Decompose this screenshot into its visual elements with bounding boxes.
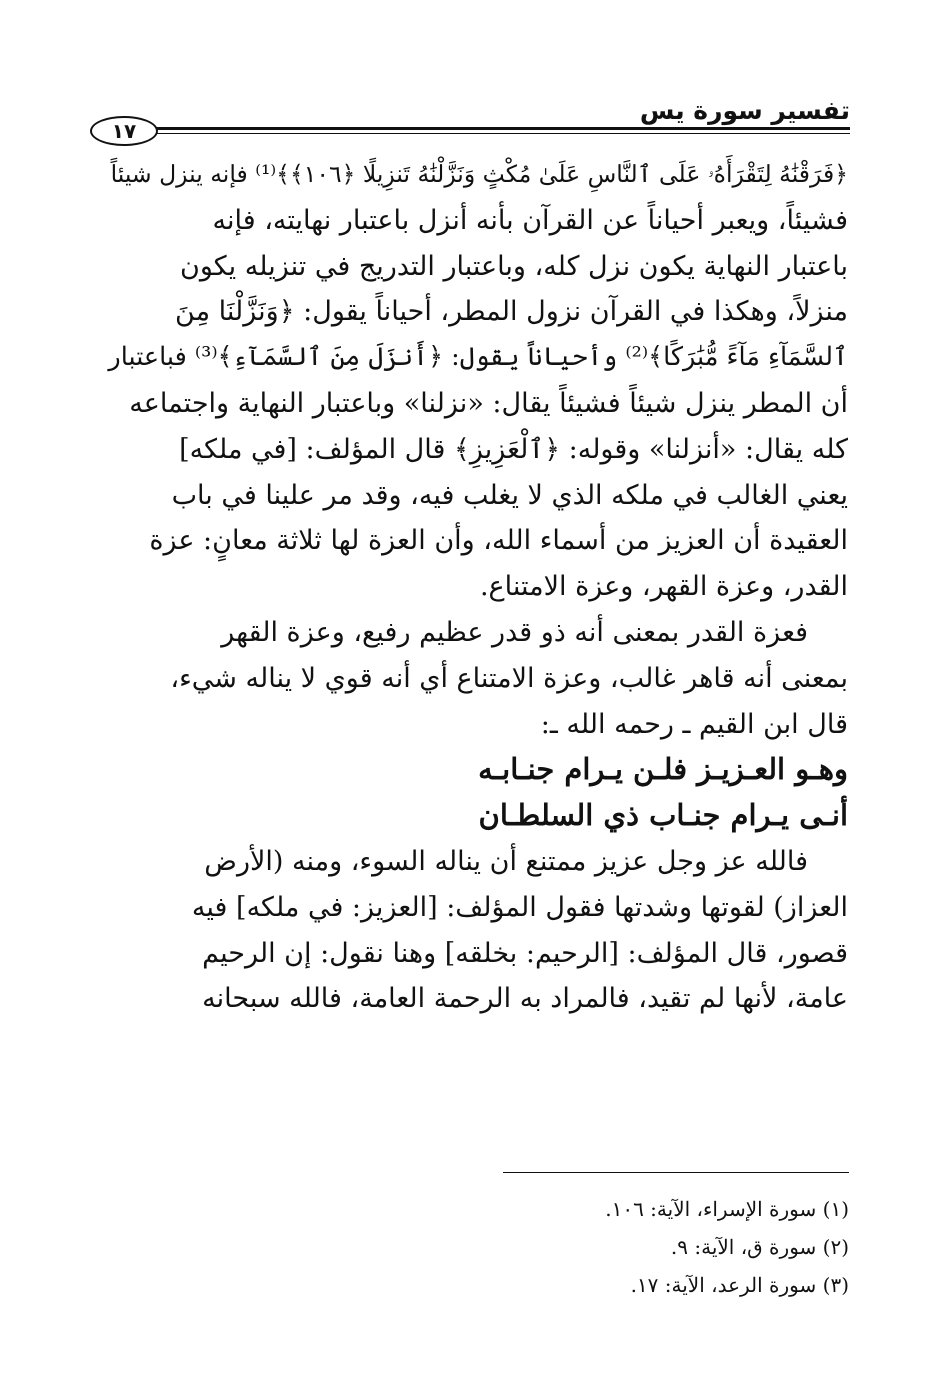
header-rule-thin [136,133,850,134]
text-line: فعزة القدر بمعنى أنه ذو قدر عظيم رفيع، وعزة القهر [221,616,808,648]
text-line: فالله عز وجل عزيز ممتنع أن يناله السوء، ومنه (الأرض [204,845,808,877]
text-line: أن المطر ينزل شيئاً فشيئاً يقال: «نزلنا» وباعتبار النهاية واجتماعه [129,387,848,419]
text-line: يعني الغالب في ملكه الذي لا يغلب فيه، وقد مر علينا في باب [171,479,848,511]
footnote-separator [503,1172,849,1173]
header-rule [136,127,850,130]
text-line: قصور، قال المؤلف: [الرحيم: بخلقه] وهنا نقول: إن الرحيم [202,937,848,969]
text-line: القدر، وعزة القهر، وعزة الامتناع. [479,571,848,603]
text-line: بمعنى أنه قاهر غالب، وعزة الامتناع أي أنه قوي لا يناله شيء، [170,662,848,694]
page-header [98,96,850,148]
text-line: ٱلسَّمَآءِ مَآءً مُّبَٰرَكًا﴾⁽²⁾ وأحياناً يقول: ﴿أَنزَلَ مِنَ ٱلسَّمَآءِ﴾⁽³⁾ فباعتبار [108,342,848,373]
text-line: العقيدة أن العزيز من أسماء الله، وأن العزة لها ثلاثة معانٍ: عزة [149,525,848,557]
footnote: (١) سورة الإسراء، الآية: ١٠٦. [605,1197,849,1221]
footnote: (٢) سورة ق، الآية: ٩. [670,1235,849,1259]
page-number: ١٧ [90,116,158,146]
poetry-verse-first: وهـو العـزيـز فلـن يـرام جنـابـه [478,752,848,787]
text-line: كله يقال: «أنزلنا» وقوله: ﴿ٱلْعَزِيزِ﴾ قال المؤلف: [في ملكه] [179,433,848,465]
text-line: عامة، لأنها لم تقيد، فالمراد به الرحمة العامة، فالله سبحانه [202,983,848,1015]
text-line: منزلاً، وهكذا في القرآن نزول المطر، أحياناً يقول: ﴿وَنَزَّلْنَا مِنَ [175,296,848,328]
footnote: (٣) سورة الرعد، الآية: ١٧. [630,1273,849,1297]
text-line: ﴿فَرَقْنَٰهُ لِتَقْرَأَهُۥ عَلَى ٱلنَّاسِ عَلَىٰ مُكْثٍ وَنَزَّلْنَٰهُ تَنزِيلًا ﴿١٠٦﴾﴾⁽¹⁾ فإنه ينزل شيئاً [110,160,848,188]
running-title: تفسير سورة يس [639,96,850,125]
footnotes [449,1190,849,1304]
text-line: قال ابن القيم ـ رحمه الله ـ: [540,708,848,740]
body-text [100,152,848,1022]
text-line: باعتبار النهاية يكون نزل كله، وباعتبار التدريج في تنزيله يكون [180,250,848,282]
poetry-verse-second: أنـى يـرام جنـاب ذي السلطـان [478,798,848,833]
text-line: العزاز) لقوتها وشدتها فقول المؤلف: [العزيز: في ملكه] فيه [191,891,848,923]
text-line: فشيئاً، ويعبر أحياناً عن القرآن بأنه أنزل باعتبار نهايته، فإنه [212,204,848,236]
